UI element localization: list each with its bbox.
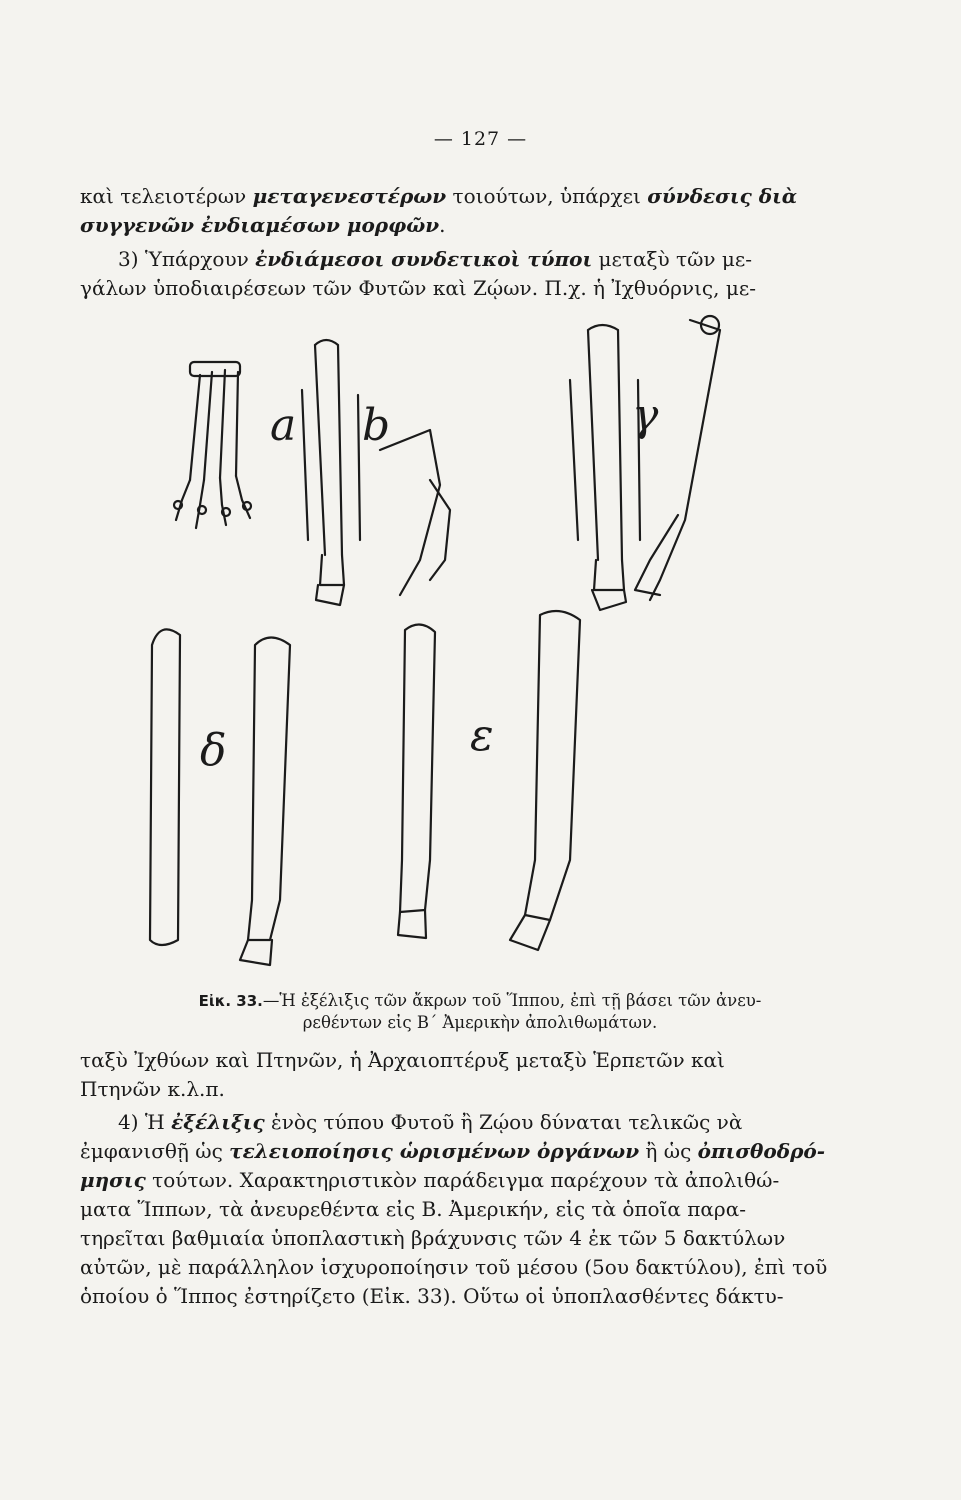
text-run: ἢ ὡς bbox=[639, 1139, 698, 1163]
paragraph-4-body bbox=[80, 1137, 880, 1311]
text-run: τηρεῖται βαθμιαία ὑποπλαστικὴ βράχυνσις τῶν 4 ἐκ τῶν 5 δακτύλων bbox=[80, 1226, 786, 1250]
emphasis: συγγενῶν ἐνδιαμέσων μορφῶν bbox=[80, 213, 440, 237]
text-run: . bbox=[439, 213, 446, 237]
text-run: τούτων. Χαρακτηριστικὸν παράδειγμα παρέχουν τὰ ἀπολιθώ- bbox=[145, 1168, 780, 1192]
figure-caption bbox=[100, 990, 860, 1034]
figure-33 bbox=[130, 300, 810, 980]
figure-label-b: b bbox=[362, 400, 391, 451]
limb-c bbox=[570, 316, 720, 610]
text-run: καὶ τελειοτέρων bbox=[80, 184, 253, 208]
emphasis: ἐνδιάμεσοι συνδετικοὶ τύποι bbox=[255, 247, 593, 271]
emphasis: ὀπισθοδρό- bbox=[697, 1139, 826, 1163]
text-run: ματα Ἵππων, τὰ ἀνευρεθέντα εἰς Β. Ἀμερικήν, εἰς τὰ ὁποῖα παρα- bbox=[80, 1197, 746, 1221]
caption-text-2: ρεθέντων εἰς Β΄ Ἀμερικὴν ἀπολιθωμάτων. bbox=[302, 1013, 658, 1032]
figure-label-d: δ bbox=[200, 725, 227, 776]
text-run: τοιούτων, ὑπάρχει bbox=[446, 184, 648, 208]
limb-d bbox=[150, 629, 290, 965]
paragraph-2 bbox=[80, 245, 880, 274]
emphasis: μησις bbox=[80, 1168, 146, 1192]
figure-label-a: a bbox=[270, 400, 297, 451]
text-run: ἑνὸς τύπου Φυτοῦ ἢ Ζῴου δύναται τελικῶς νὰ bbox=[264, 1110, 743, 1134]
text-run: ταξὺ Ἰχθύων καὶ Πτηνῶν, ἡ Ἀρχαιοπτέρυξ μεταξὺ Ἑρπετῶν καὶ bbox=[80, 1048, 725, 1072]
paragraph-4 bbox=[80, 1108, 880, 1137]
emphasis: ἐξέλιξις bbox=[171, 1110, 265, 1134]
emphasis: σύνδεσις διὰ bbox=[647, 184, 798, 208]
text-run: 3) Ὑπάρχουν bbox=[118, 247, 256, 271]
figure-label-e: ε bbox=[470, 710, 494, 761]
text-run: ὁποίου ὁ Ἵππος ἐστηρίζετο (Εἰκ. 33). Οὕτω οἱ ὑποπλασθέντες δάκτυ- bbox=[80, 1284, 784, 1308]
limb-e bbox=[398, 611, 580, 950]
text-run: αὐτῶν, μὲ παράλληλον ἰσχυροποίησιν τοῦ μέσου (5ου δακτύλου), ἐπὶ τοῦ bbox=[80, 1255, 828, 1279]
horse-limb-evolution-drawing bbox=[130, 300, 810, 980]
caption-text: —Ἡ ἐξέλιξις τῶν ἄκρων τοῦ Ἵππου, ἐπὶ τῇ βάσει τῶν ἀνευ- bbox=[262, 991, 762, 1010]
figure-label-c: γ bbox=[632, 390, 659, 441]
limb-a bbox=[174, 362, 251, 528]
emphasis: τελειοποίησις ὡρισμένων ὀργάνων bbox=[229, 1139, 640, 1163]
paragraph-1 bbox=[80, 182, 880, 240]
text-run: 4) Ἡ bbox=[118, 1110, 172, 1134]
text-run: Πτηνῶν κ.λ.π. bbox=[80, 1077, 225, 1101]
text-run: μεταξὺ τῶν με- bbox=[592, 247, 753, 271]
limb-b bbox=[302, 340, 450, 605]
paragraph-3 bbox=[80, 1046, 880, 1104]
caption-label: Εἰκ. 33. bbox=[198, 992, 263, 1010]
paragraph-2-line-2: γάλων ὑποδιαιρέσεων τῶν Φυτῶν καὶ Ζῴων. Π.χ. ἡ Ἰχθυόρνις, με- bbox=[80, 276, 756, 300]
emphasis: μεταγενεστέρων bbox=[252, 184, 447, 208]
page-number: — 127 — bbox=[433, 128, 528, 150]
text-run: ἐμφανισθῇ ὡς bbox=[80, 1139, 230, 1163]
